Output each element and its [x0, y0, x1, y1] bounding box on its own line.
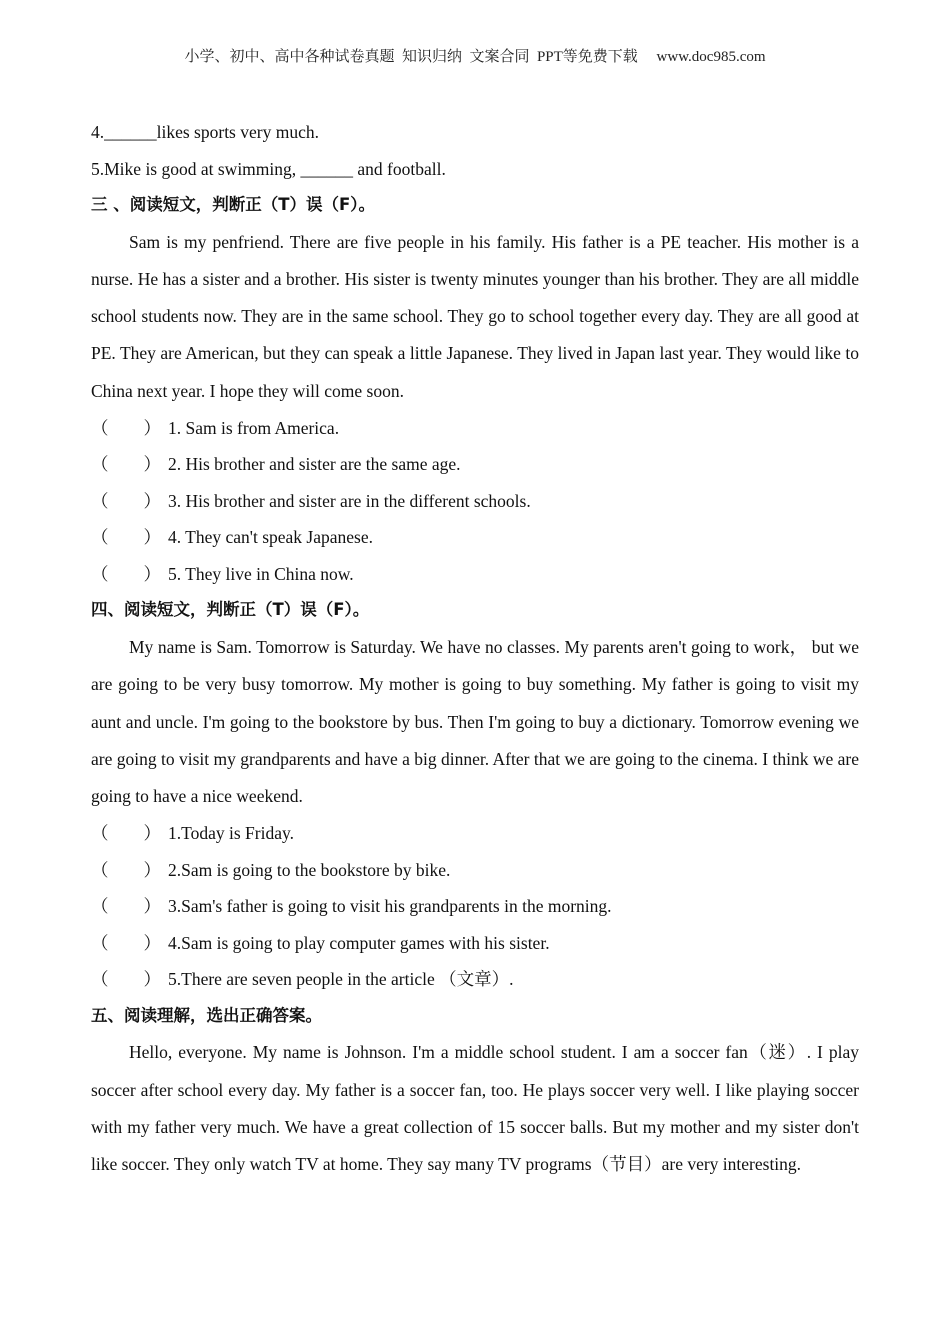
section4-question-4	[91, 925, 859, 962]
answer-paren: （ ）	[91, 859, 161, 880]
section5-passage: Hello, everyone. My name is Johnson. I'm a middle school student. I am a soccer fan（迷）. I play soccer after school every day. My father is a soccer fan, too. He plays soccer very well. I like playing soccer with my father very much. We have a great collection of 15 soccer balls. But my mother and my sister don't like soccer. They only watch TV at home. They say many TV programs（节目）are very interesting.	[91, 1042, 859, 1175]
section4-question-2	[91, 852, 859, 889]
answer-paren: （ ）	[91, 417, 161, 438]
fill-blank-4: 4.______likes sports very much.	[91, 122, 319, 142]
answer-paren: （ ）	[91, 969, 161, 990]
section4-question-5	[91, 961, 859, 998]
section4-question-1	[91, 815, 859, 852]
section3-question-1	[91, 410, 859, 447]
answer-paren: （ ）	[91, 823, 161, 844]
question-text: 1.Today is Friday.	[168, 823, 294, 844]
question-text: 2. His brother and sister are the same age.	[168, 454, 461, 475]
answer-paren: （ ）	[91, 932, 161, 953]
section3-question-5	[91, 556, 859, 593]
section3-question-4	[91, 519, 859, 556]
answer-paren: （ ）	[91, 563, 161, 584]
section4-heading: 四、阅读短文，判断正（T）误（F）。	[91, 600, 370, 620]
answer-paren: （ ）	[91, 527, 161, 548]
question-text: 4. They can't speak Japanese.	[168, 527, 373, 548]
question-text: 2.Sam is going to the bookstore by bike.	[168, 859, 451, 880]
fill-blank-5: 5.Mike is good at swimming, ______ and football.	[91, 158, 446, 179]
section3-heading: 三 、阅读短文，判断正（T）误（F）。	[91, 195, 376, 214]
answer-paren: （ ）	[91, 896, 161, 917]
section3-passage: Sam is my penfriend. There are five people in his family. His father is a PE teacher. His mother is a nurse. He has a sister and a brother. His sister is twenty minutes younger than his brother. They are all middle school students now. They are in the same school. They go to school together every day. They are all good at PE. They are American, but they can speak a little Japanese. They lived in Japan last year. They would like to China next year. I hope they will come soon.	[91, 231, 859, 401]
question-text: 3.Sam's father is going to visit his grandparents in the morning.	[168, 896, 612, 917]
section3-question-2	[91, 446, 859, 483]
section5-heading: 五、阅读理解，选出正确答案。	[91, 1005, 322, 1025]
page-header: 小学、初中、高中各种试卷真题 知识归纳 文案合同 PPT等免费下载 www.doc985.com	[184, 49, 766, 65]
question-text: 5.There are seven people in the article （文章）.	[168, 969, 514, 990]
question-text: 3. His brother and sister are in the different schools.	[168, 490, 531, 511]
question-text: 4.Sam is going to play computer games with his sister.	[168, 932, 550, 953]
answer-paren: （ ）	[91, 490, 161, 511]
section4-passage: My name is Sam. Tomorrow is Saturday. We have no classes. My parents aren't going to work， but we are going to be very busy tomorrow. My mother is going to buy something. My father is going to visit my aunt and uncle. I'm going to the bookstore by bus. Then I'm going to buy a dictionary. Tomorrow evening we are going to visit my grandparents and have a big dinner. After that we are going to the cinema. I think we are going to have a nice weekend.	[91, 636, 859, 807]
answer-paren: （ ）	[91, 454, 161, 475]
section3-question-3	[91, 483, 859, 520]
section4-question-3	[91, 888, 859, 925]
question-text: 5. They live in China now.	[168, 563, 354, 584]
question-text: 1. Sam is from America.	[168, 417, 340, 438]
worksheet-content	[91, 114, 859, 1184]
